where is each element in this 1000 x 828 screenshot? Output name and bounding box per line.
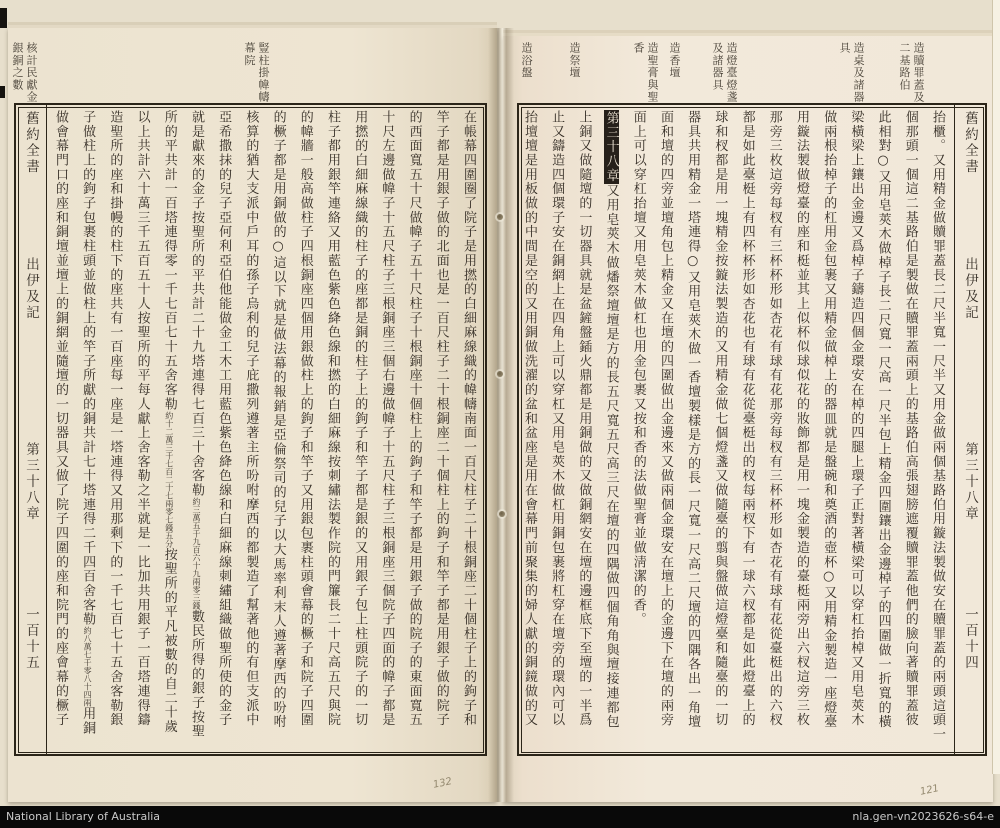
text-column: 抬櫃。又用精金做贖罪蓋長二尺半寬一尺半又用金做兩個基路伯用鏇法製做安在贖罪蓋的兩頭這頭一	[930, 110, 945, 742]
text-column: 的幃牆一般高做柱子四根銅座四個用銀做柱上的鉤子和竿子又用銀包裹柱頭會幕的橛子和院子四圍	[297, 110, 313, 728]
top-margin-note: 造桌及諸器具	[838, 42, 865, 103]
top-margin-note: 造燈臺燈盞及諸器具	[711, 42, 738, 103]
text-column: 止又鑄造四個環子安在銅網上在四角上可以穿杠又用皂莢木做杠用銅包裹將杠穿在壇旁的環內可以	[549, 110, 565, 728]
text-column: 亞希撒抹的兒子亞何利亞伯他能做金工木工用藍色紫色絳色線和白細麻線刺繡組織做聖所使的金子	[216, 110, 232, 728]
left-margin-column	[16, 105, 47, 754]
text-column: 上銅又做隨壇的一切器具就是盆鏟盤鍤火鼎都是用銅做的又做銅網安在壇的邊框底下至壇的一半爲	[576, 110, 592, 728]
pencil-mark-gutter: 132	[432, 776, 454, 791]
text-column: 十尺左邊做幃子十五尺柱子三根銅座三個右邊做幃子十五尺柱子三根銅座三個院子四面的幃子都是	[379, 110, 395, 728]
text-column: 柱子都用銀竿連絡又用藍色紫色絳色線和撚的白細麻線按刺繡法製作院的門簾長二十尺高五尺與院	[324, 110, 340, 728]
scan-edge-mark	[0, 86, 5, 98]
text-column: 做會幕門口的座和銅壇並壇上的銅網並隨壇的一切器具又做了院子四圍的座和院門的座會幕的橛子	[52, 110, 68, 728]
section-label: 出伊及記	[23, 257, 39, 321]
book-title-label: 舊約全書	[23, 111, 39, 175]
text-column: 竿子都是用銀子做的北面也是一百尺柱子二十根銅座二十個柱上的鉤子和竿子都是用銀子做的院子	[433, 110, 449, 728]
text-column: 器具共用精金一塔連得○又用皂莢木做一香壇製樣是方的長一尺寬一尺高二尺壇的四隅各出一角壇	[685, 110, 701, 730]
page-right	[503, 36, 993, 802]
gutter-fold	[488, 28, 514, 802]
page-number-label: 一百十五	[23, 607, 39, 671]
text-column: 個那頭一個這二基路伯是製做在贖罪蓋兩頭上的基路伯高張翅膀遮覆贖罪蓋他們的臉向著贖罪蓋彼	[902, 110, 918, 728]
pencil-mark-right: 121	[919, 783, 941, 798]
text-column: 面和壇的四旁並壇角包上精金又在壇的四圍做出金邊來又做兩個金環安在壇上的金邊下在壇的兩旁	[657, 110, 673, 728]
right-page-frame	[517, 103, 987, 756]
text-column: 抬壇壇是用板做的中間是空的又用銅做洗濯的盆和盆座是用在會幕門前聚集的婦人獻的銅鏡做的又	[521, 110, 537, 728]
text-column: 球和杈都是用一塊精金按鏇法製造的又用精金做七個燈盞又做隨臺的翦與盤做這燈臺和隨臺的一切	[712, 110, 728, 728]
text-column: 用鏇法製做燈臺的座和梃並其上似杯似球似花的妝飾都是用一塊金製造的臺梃兩旁出六杈這旁三枚	[793, 110, 809, 728]
right-page-text	[519, 105, 954, 754]
top-margin-note: 造香壇	[668, 42, 681, 79]
page-left	[8, 28, 497, 802]
chapter-label: 第三十八章	[23, 442, 39, 522]
page-number-label: 一百十四	[962, 607, 978, 671]
text-column: 梁橫梁上鑲出金邊又爲棹子鑄造四個金環安在棹的四腿上環子正對著橫梁可以穿杠抬棹又用皂莢木	[848, 110, 864, 728]
text-column: 的橛子都是用銅做的○這以下就是做法幕的報銷是亞倫祭司的兒子以大馬率利末人遵著摩西的吩咐	[270, 110, 286, 730]
next-page-edge	[992, 0, 1000, 774]
right-margin-column	[954, 105, 985, 754]
scan-edge-mark	[0, 8, 7, 28]
text-column: 以上共計六十萬三千五百五十人按聖所的平每人獻上舍客勒之半就是一比加共用銀子一百塔連得鑄	[134, 110, 150, 728]
top-margin-note: 豎柱掛幃幬幕院	[243, 42, 270, 103]
nla-bar-title: National Library of Australia	[6, 810, 161, 823]
text-column: 此相對○又用皂莢木做棹子長二尺寬一尺高一尺半包上精金四圍鑲出金邊棹子的四圍做一折寬的橫	[875, 110, 891, 730]
top-margin-note: 造贖罪蓋及二基路伯	[898, 42, 925, 103]
section-label: 出伊及記	[962, 257, 978, 321]
top-margin-note: 造祭壇	[568, 42, 581, 79]
text-column: 面上可以穿杠抬壇又用皂莢木做杠也用金包裹又按和香的法做聖膏並做淸潔的香。	[630, 110, 646, 627]
text-column: 做兩根抬棹子的杠用金包裹又用精金做棹上的器皿就是盤碗和奠酒的壺杯○又用精金製造一座燈臺	[821, 110, 837, 730]
stitch-hole	[497, 371, 503, 377]
text-column: 核算的猶大支派中戶耳的孫子烏利的兒子庇撒列遵著主所吩咐摩西的都製造了幫著他的有但支派中	[243, 110, 259, 728]
text-column: 在帳幕四圍圈了院子是用撚的白細麻線織的幃幬南面一百尺柱子二十根銅座二十個柱子上的鉤子和	[461, 110, 476, 728]
text-column: 用撚的白細麻線織的柱子的座都是銅的柱子上的鉤子和竿子都是銀的又用銀子包上柱頭院子的一切	[352, 110, 368, 728]
stitch-hole	[499, 511, 505, 517]
text-column: 子做柱上的鉤子包裹柱頭並做柱上的竿子所獻的銅共計七十塔連得二千四百舍客勒約八萬七千零八十四兩用銅	[80, 110, 96, 736]
top-margin-note: 核計民獻金銀銅之數	[11, 42, 38, 103]
book-title-label: 舊約全書	[962, 111, 978, 175]
left-page-frame	[14, 103, 487, 756]
top-margin-note: 造浴盤	[520, 42, 533, 79]
text-column: 所的平共計一百塔連得零一千七百七十五舍客勒約十二萬三千七百二十七兩零七錢五分按聖所的平凡被數的自二十歲	[161, 110, 177, 734]
text-column: 的西面寬五十尺做幃子五十尺柱子十根銅座十個柱上的鉤子和竿子都是用銀子做的院子的東面寬五	[406, 110, 422, 728]
top-margin-note: 造聖膏與聖香	[632, 42, 659, 103]
text-column: 第三十八章又用皂莢木做燔祭壇壇是方的長五尺寬五尺高三尺在壇的四隅做四個角角與壇接連都包	[603, 111, 619, 730]
text-column: 造聖所的座和掛幔的柱下的座共有一百座每一座是一塔連得又用那剩下的一千七百七十五舍客勒銀	[107, 110, 123, 728]
nla-bar	[0, 806, 1000, 828]
chapter-label: 第三十八章	[962, 442, 978, 522]
nla-item-id: nla.gen-vn2023626-s64-e	[852, 810, 994, 823]
text-column: 就是獻來的金子按聖所的平共計二十九塔連得七百三十舍客勒約三萬五千九百六十九兩零三錢數民所得的銀子按聖	[188, 110, 204, 739]
text-column: 都是如此臺梃上有四杯杯形如杏花也有球有花從臺梃出的杈每兩杈下有一球六杈都是如此燈臺上的	[739, 110, 755, 728]
left-page-text	[47, 105, 485, 754]
stitch-hole	[497, 214, 503, 220]
text-column: 那旁三枚這旁每杈有三杯杯形如杏花有球有花那旁每杈有三杯杯形如杏花有球有花從臺梃出的六杈	[766, 110, 782, 728]
